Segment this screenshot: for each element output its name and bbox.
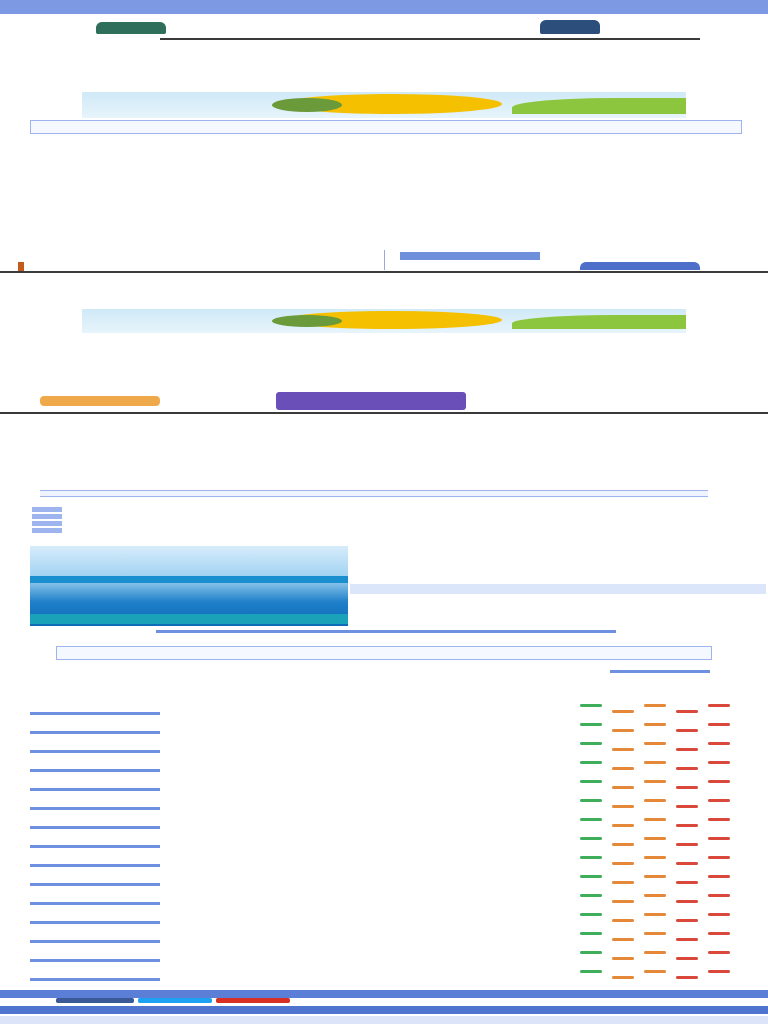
comment-action-tag[interactable] <box>676 843 698 846</box>
comment-action-tag[interactable] <box>580 818 602 821</box>
comment-action-tag[interactable] <box>644 780 666 783</box>
comment-text <box>166 740 566 754</box>
comment-action-tag[interactable] <box>676 900 698 903</box>
comment-action-tag[interactable] <box>676 938 698 941</box>
notice-title <box>62 634 722 644</box>
fruit-illustration-leaf <box>272 98 342 112</box>
comment-author-bar[interactable] <box>30 940 160 943</box>
comment-author[interactable] <box>30 740 160 748</box>
comment-author-bar[interactable] <box>30 864 160 867</box>
comment-author[interactable] <box>30 892 160 900</box>
tab-item[interactable] <box>182 490 342 497</box>
comment-text <box>166 797 566 811</box>
comment-row <box>0 909 768 928</box>
comment-action-tag[interactable] <box>708 761 730 764</box>
comment-action-tag[interactable] <box>644 818 666 821</box>
gallery-menu-item[interactable] <box>372 540 732 548</box>
gallery-image-strip <box>30 576 348 583</box>
comment-author-bar[interactable] <box>30 845 160 848</box>
comment-action-tag[interactable] <box>580 723 602 726</box>
pager-bar <box>610 670 710 673</box>
tab-item[interactable] <box>514 490 614 497</box>
comment-action-tag[interactable] <box>580 761 602 764</box>
square-bullet-icon <box>32 514 62 519</box>
comment-text <box>166 949 566 963</box>
gallery-menu-item[interactable] <box>372 564 732 572</box>
comment-action-tag[interactable] <box>612 900 634 903</box>
person-icon <box>96 22 166 34</box>
comment-action-tag[interactable] <box>676 786 698 789</box>
tab-item[interactable] <box>56 490 176 497</box>
comment-action-tag[interactable] <box>676 748 698 751</box>
comment-author-bar[interactable] <box>30 826 160 829</box>
comment-row <box>0 738 768 757</box>
comment-action-tag[interactable] <box>644 742 666 745</box>
section-divider <box>0 412 768 414</box>
comment-action-tag[interactable] <box>676 862 698 865</box>
gallery-menu-item-label <box>372 585 672 593</box>
footer-copyright <box>12 1016 532 1024</box>
comment-action-tag[interactable] <box>708 970 730 973</box>
comment-text <box>166 873 566 887</box>
site-title[interactable] <box>34 1 274 13</box>
site-subtitle <box>34 14 734 22</box>
comment-text <box>166 854 566 868</box>
comment-row <box>0 947 768 966</box>
comment-action-tag[interactable] <box>708 856 730 859</box>
comment-action-tag[interactable] <box>580 780 602 783</box>
notice-body <box>64 648 704 658</box>
section-divider <box>0 271 768 273</box>
comment-action-tag[interactable] <box>644 799 666 802</box>
comment-text <box>166 930 566 944</box>
promo-right-badge[interactable] <box>580 262 700 270</box>
square-bullet-icon <box>32 521 62 526</box>
comment-author[interactable] <box>30 797 160 805</box>
links-box-item[interactable] <box>40 127 640 133</box>
comment-row <box>0 833 768 852</box>
comment-action-tag[interactable] <box>708 837 730 840</box>
comment-action-tag[interactable] <box>676 767 698 770</box>
pager-link[interactable] <box>450 662 600 670</box>
square-bullet-icon <box>32 507 62 512</box>
comment-action-tag[interactable] <box>708 742 730 745</box>
ad-left-label[interactable] <box>12 402 202 410</box>
person-icon <box>540 20 600 34</box>
comment-author[interactable] <box>30 702 160 710</box>
comment-author-bar[interactable] <box>30 807 160 810</box>
list-item[interactable] <box>32 506 492 513</box>
share-other-button[interactable] <box>216 998 290 1003</box>
comment-action-tag[interactable] <box>580 875 602 878</box>
comment-author-bar[interactable] <box>30 978 160 981</box>
comment-action-tag[interactable] <box>644 894 666 897</box>
comment-action-tag[interactable] <box>676 881 698 884</box>
tab-item[interactable] <box>620 490 700 497</box>
comment-action-tag[interactable] <box>708 894 730 897</box>
comment-row <box>0 928 768 947</box>
mid-paragraph <box>34 336 724 372</box>
comment-action-tag[interactable] <box>580 894 602 897</box>
tab-item[interactable] <box>348 490 508 497</box>
comment-action-tag[interactable] <box>612 843 634 846</box>
comment-action-tag[interactable] <box>644 761 666 764</box>
comment-action-tag[interactable] <box>676 729 698 732</box>
comment-row <box>0 871 768 890</box>
comment-action-tag[interactable] <box>676 824 698 827</box>
comment-author-bar[interactable] <box>30 769 160 772</box>
article-heading <box>34 42 714 55</box>
comment-action-tag[interactable] <box>676 957 698 960</box>
list-item-label <box>92 520 492 527</box>
footer-strip <box>0 1006 768 1014</box>
comment-author-bar[interactable] <box>30 788 160 791</box>
comment-action-tag[interactable] <box>644 875 666 878</box>
comment-text <box>166 778 566 792</box>
comment-action-tag[interactable] <box>580 856 602 859</box>
comment-action-tag[interactable] <box>612 919 634 922</box>
gallery-menu-item[interactable] <box>372 612 732 620</box>
header-divider <box>160 38 700 40</box>
fruit-illustration-icon <box>82 309 686 333</box>
pager-link[interactable] <box>320 662 440 670</box>
fruit-illustration-leaf <box>272 315 342 327</box>
comment-action-tag[interactable] <box>676 919 698 922</box>
comment-action-tag[interactable] <box>644 913 666 916</box>
ad-center-image[interactable] <box>276 392 466 410</box>
comment-author-bar[interactable] <box>30 902 160 905</box>
comment-author[interactable] <box>30 930 160 938</box>
comment-author[interactable] <box>30 759 160 767</box>
comment-author-bar[interactable] <box>30 731 160 734</box>
pager-link[interactable] <box>190 662 310 670</box>
share-twitter-button[interactable] <box>138 998 212 1003</box>
gallery-menu-item[interactable] <box>372 574 732 582</box>
promo-left-text[interactable] <box>46 250 386 270</box>
article-paragraph <box>34 56 724 90</box>
comment-action-tag[interactable] <box>612 805 634 808</box>
comment-action-tag[interactable] <box>708 913 730 916</box>
comment-text <box>166 968 566 982</box>
list-item-label <box>92 506 492 513</box>
section-paragraph <box>34 416 724 466</box>
comment-action-tag[interactable] <box>580 932 602 935</box>
comment-action-tag[interactable] <box>676 710 698 713</box>
comment-author-bar[interactable] <box>30 959 160 962</box>
comment-action-tag[interactable] <box>644 723 666 726</box>
comment-action-tag[interactable] <box>676 976 698 979</box>
comment-action-tag[interactable] <box>580 951 602 954</box>
fruit-illustration-hill <box>512 98 686 114</box>
comment-text <box>166 892 566 906</box>
comment-action-tag[interactable] <box>580 837 602 840</box>
section-paragraph <box>34 468 724 482</box>
comment-action-tag[interactable] <box>676 805 698 808</box>
comment-action-tag[interactable] <box>644 704 666 707</box>
list-item-label <box>92 527 492 534</box>
gallery-menu-item[interactable] <box>372 598 732 606</box>
comment-action-tag[interactable] <box>580 742 602 745</box>
share-facebook-button[interactable] <box>56 998 134 1003</box>
comment-action-tag[interactable] <box>708 932 730 935</box>
comment-action-tag[interactable] <box>612 767 634 770</box>
comment-row <box>0 700 768 719</box>
comment-action-tag[interactable] <box>708 780 730 783</box>
comment-action-tag[interactable] <box>644 837 666 840</box>
list-item[interactable] <box>32 527 492 534</box>
article-paragraph <box>34 198 724 240</box>
promo-right-text <box>400 262 570 270</box>
comment-action-tag[interactable] <box>580 704 602 707</box>
comment-author[interactable] <box>30 873 160 881</box>
comment-row <box>0 814 768 833</box>
comment-text <box>166 911 566 925</box>
promo-divider <box>384 250 385 270</box>
comment-action-tag[interactable] <box>644 932 666 935</box>
comment-row <box>0 795 768 814</box>
comment-author[interactable] <box>30 911 160 919</box>
comment-action-tag[interactable] <box>612 748 634 751</box>
comment-action-tag[interactable] <box>708 951 730 954</box>
gallery-menu-item[interactable] <box>372 552 732 560</box>
comment-action-tag[interactable] <box>612 862 634 865</box>
comment-action-tag[interactable] <box>580 799 602 802</box>
comment-action-tag[interactable] <box>708 799 730 802</box>
comment-action-tag[interactable] <box>612 824 634 827</box>
notice-top-bar <box>156 630 616 633</box>
comment-action-tag[interactable] <box>612 710 634 713</box>
comment-action-tag[interactable] <box>612 976 634 979</box>
comment-row <box>0 852 768 871</box>
comment-text <box>166 702 566 716</box>
comment-action-tag[interactable] <box>612 881 634 884</box>
comment-action-tag[interactable] <box>708 704 730 707</box>
comment-text <box>166 835 566 849</box>
article-paragraph <box>34 138 724 194</box>
comment-action-tag[interactable] <box>580 913 602 916</box>
mid-heading <box>34 275 724 287</box>
comment-text <box>166 721 566 735</box>
list-item-label <box>92 513 492 520</box>
comment-author[interactable] <box>30 816 160 824</box>
comment-action-tag[interactable] <box>708 875 730 878</box>
comment-author[interactable] <box>30 721 160 729</box>
comment-action-tag[interactable] <box>580 970 602 973</box>
comment-action-tag[interactable] <box>612 729 634 732</box>
gallery-image-strip <box>30 614 348 624</box>
comment-action-tag[interactable] <box>612 938 634 941</box>
square-bullet-icon <box>32 528 62 533</box>
comment-action-tag[interactable] <box>612 786 634 789</box>
comment-text <box>166 816 566 830</box>
comment-action-tag[interactable] <box>644 856 666 859</box>
fruit-illustration-icon <box>82 92 686 118</box>
mid-paragraph <box>34 288 724 306</box>
comment-row <box>0 890 768 909</box>
comment-author-bar[interactable] <box>30 712 160 715</box>
comment-row <box>0 719 768 738</box>
comment-row <box>0 966 768 985</box>
comment-action-tag[interactable] <box>708 818 730 821</box>
comment-author[interactable] <box>30 835 160 843</box>
comment-action-tag[interactable] <box>644 970 666 973</box>
comment-author[interactable] <box>30 854 160 862</box>
gallery-menu-item-selected[interactable] <box>350 584 766 594</box>
comment-author[interactable] <box>30 949 160 957</box>
comment-author[interactable] <box>30 778 160 786</box>
comment-author-bar[interactable] <box>30 921 160 924</box>
ad-right-label[interactable] <box>600 396 760 404</box>
comment-action-tag[interactable] <box>612 957 634 960</box>
comment-row <box>0 776 768 795</box>
comment-author-bar[interactable] <box>30 883 160 886</box>
fruit-illustration-hill <box>512 315 686 329</box>
comment-author-bar[interactable] <box>30 750 160 753</box>
pager-link[interactable] <box>62 662 182 670</box>
list-item[interactable] <box>32 520 492 527</box>
comment-author[interactable] <box>30 968 160 976</box>
comments-intro <box>30 676 730 692</box>
promo-right-banner[interactable] <box>400 252 540 260</box>
comment-row <box>0 757 768 776</box>
comment-text <box>166 759 566 773</box>
comment-action-tag[interactable] <box>708 723 730 726</box>
read-more-link[interactable] <box>34 240 684 247</box>
list-item[interactable] <box>32 513 492 520</box>
mid-paragraph <box>34 374 724 386</box>
footer-band <box>0 990 768 998</box>
comment-action-tag[interactable] <box>644 951 666 954</box>
